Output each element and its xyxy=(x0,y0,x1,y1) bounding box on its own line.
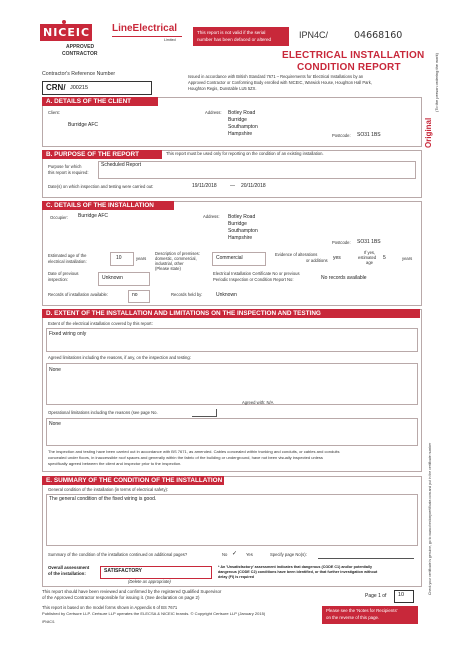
cert-label-1: Electrical Installation Certificate No or previous xyxy=(213,271,300,276)
overall-label-2: of the installation: xyxy=(48,571,86,576)
niceic-logo xyxy=(40,20,96,42)
contractor-ref-label: Contractor's Reference Number xyxy=(42,71,116,77)
agreed-with: Agreed with: N/A xyxy=(242,400,274,405)
approved-label: APPROVED xyxy=(66,44,95,50)
section-a-header xyxy=(42,97,158,106)
report-title-line2: CONDITION REPORT xyxy=(297,62,401,73)
purpose-label-2: this report is required: xyxy=(48,170,89,175)
client-address-line4: Hampshire xyxy=(228,131,253,137)
specify-field[interactable] xyxy=(318,558,414,559)
notes-line2: on the reverse of this page. xyxy=(326,615,380,620)
age-unit: years xyxy=(136,256,147,261)
records-value: no xyxy=(132,292,138,298)
install-postcode-label: Postcode: xyxy=(332,240,351,245)
side-original xyxy=(421,36,443,148)
client-address-label: Address: xyxy=(205,110,222,115)
specify-label: Specify page No(s): xyxy=(270,552,307,557)
prev-label-1: Date of previous xyxy=(48,271,79,276)
ifyes-label-1: If yes, xyxy=(364,250,376,255)
unsat-note-3: delay (FI) is required xyxy=(218,575,255,579)
original-label: Original xyxy=(424,117,433,148)
extent-field[interactable] xyxy=(46,328,418,352)
operational-label: Operational limitations including the reasons (see page No. xyxy=(48,410,158,415)
age-label-2: electrical installation: xyxy=(48,259,87,264)
issued-line2: Approved Contractor or Conforming Body enrolled with NICEIC, Warwick House, Houghton Hall Park, xyxy=(188,80,372,85)
extent-value: Fixed wiring only xyxy=(49,331,87,337)
form-code: IPN4C/ xyxy=(299,30,329,40)
section-c-title: C. DETAILS OF THE INSTALLATION xyxy=(46,202,154,209)
operational-value: None xyxy=(49,421,61,427)
client-value: Burridge AFC xyxy=(68,122,99,128)
section-c-header xyxy=(42,201,174,210)
footer-line1: This report should have been reviewed and confirmed by the registered Qualified Supervisor xyxy=(42,589,222,594)
purpose-note: This report must be used only for reporting on the condition of an existing installation. xyxy=(166,151,324,156)
agreed-label: Agreed limitations including the reasons, if any, on the inspection and testing: xyxy=(48,355,191,360)
no-check[interactable]: ✓ xyxy=(232,551,238,557)
ifyes-label-3: age xyxy=(366,260,373,265)
operational-field[interactable] xyxy=(46,418,418,446)
side-check-note xyxy=(426,410,442,595)
check-note: Check your certificate is genuine, go to www.checkmycertificate.com and put in the certificate number xyxy=(428,442,432,595)
extent-label: Extent of the electrical installation covered by this report: xyxy=(48,321,153,326)
ifyes-label-2: estimated xyxy=(358,255,377,260)
premises-label-3: industrial, other xyxy=(155,261,184,266)
cert-value: No records available xyxy=(321,275,367,281)
client-label: Client: xyxy=(48,110,60,115)
premises-label-2: domestic, commercial, xyxy=(155,256,197,261)
original-note: (To the person ordering the work) xyxy=(434,53,439,112)
serial-notice-line2: number has been defaced or altered xyxy=(197,37,272,42)
date-separator: — xyxy=(230,183,235,189)
operational-page-box[interactable] xyxy=(192,409,217,417)
age-value: 10 xyxy=(116,255,122,261)
company-logo xyxy=(112,24,184,46)
delete-note: (Delete as appropriate) xyxy=(128,579,171,584)
agreed-field[interactable] xyxy=(46,363,418,405)
crn-label: CRN/ xyxy=(46,83,66,92)
footer-line4: Published by Certsure LLP. Certsure LLP operates the ELECSA & NICEIC brands. © Copyright Certsure LLP (January 2015) xyxy=(42,611,266,616)
niceic-logo-text: NICEIC xyxy=(43,26,91,39)
contractor-label: CONTRACTOR xyxy=(62,51,98,57)
client-address-line3: Southampton xyxy=(228,124,258,130)
client-postcode-label: Postcode: xyxy=(332,133,351,138)
install-postcode-value: SO31 1BS xyxy=(357,239,381,245)
general-label: General condition of the installation (in terms of electrical safety): xyxy=(48,487,169,492)
install-address-line1: Botley Road xyxy=(228,214,256,220)
prev-value: Unknown xyxy=(102,275,123,281)
notes-box xyxy=(322,606,418,624)
section-b-header xyxy=(42,150,162,159)
unsat-note-1: * An 'Unsatisfactory' assessment indicates that dangerous (CODE C1) and/or potentially xyxy=(218,565,373,569)
overall-label-1: Overall assessment xyxy=(48,565,90,570)
age-label-1: Estimated age of the xyxy=(48,253,87,258)
footer-code: IPN4C/1 xyxy=(42,620,55,624)
section-a-title: A. DETAILS OF THE CLIENT xyxy=(46,98,132,105)
notes-line1: Please see the 'Notes for Recipients' xyxy=(326,608,398,613)
no-label: No xyxy=(222,552,228,557)
yes-label: Yes xyxy=(246,552,253,557)
agreed-value: None xyxy=(49,367,61,373)
page-label: Page 1 of xyxy=(365,593,387,599)
company-suffix: Limited xyxy=(164,38,176,42)
body-line1: The inspection and testing have been carried out in accordance with BS 7671, as amended. Cables concealed within trunking and conduits, or cables and conduits xyxy=(48,449,340,454)
dates-label: Date(s) on which inspection and testing were carried out: xyxy=(48,184,154,189)
ifyes-unit: years xyxy=(402,256,413,261)
body-line3: specifically agreed between the client and inspector prior to the inspection. xyxy=(48,461,182,466)
cert-label-2: Periodic Inspection or Condition Report No: xyxy=(213,277,294,282)
serial-notice-box xyxy=(193,27,289,46)
footer-line2: of the Approved Contractor responsible for issuing it. (See declaration on page 2) xyxy=(42,595,200,600)
install-address-line3: Southampton xyxy=(228,228,258,234)
ifyes-value: 5 xyxy=(383,255,386,261)
report-title-line1: ELECTRICAL INSTALLATION xyxy=(282,50,425,61)
premises-label-4: (Please state) xyxy=(155,266,181,271)
install-address-line2: Burridge xyxy=(228,221,247,227)
occupier-value: Burridge AFC xyxy=(78,213,109,219)
page-total: 10 xyxy=(398,592,405,598)
client-postcode-value: SO31 1BS xyxy=(357,132,381,138)
purpose-label-1: Purpose for which xyxy=(48,164,82,169)
purpose-value: Scheduled Report xyxy=(101,162,142,168)
unsat-note-2: dangerous (CODE C2) conditions have been identified, or that further investigation without xyxy=(218,570,378,574)
date-to: 20/11/2018 xyxy=(241,183,266,189)
serial-number: 04668160 xyxy=(354,30,403,41)
premises-label-1: Description of premises: xyxy=(155,251,200,256)
install-address-label: Address: xyxy=(203,214,220,219)
age-field[interactable] xyxy=(110,252,134,266)
crn-field[interactable] xyxy=(42,81,152,95)
section-e-header xyxy=(42,476,224,485)
crn-value: J00215 xyxy=(70,85,89,91)
date-from: 19/11/2018 xyxy=(192,183,217,189)
company-name: LineElectrical xyxy=(112,23,178,34)
footer-line3: This report is based on the model forms shown in Appendix 6 of BS 7671 xyxy=(42,605,178,610)
evidence-label-1: Evidence of alterations xyxy=(275,252,318,257)
install-address-line4: Hampshire xyxy=(228,235,253,241)
issued-line1: Issued in accordance with British Standard 7671 – Requirements for Electrical Installations by an xyxy=(188,74,364,79)
section-d-title: D. EXTENT OF THE INSTALLATION AND LIMITATIONS ON THE INSPECTION AND TESTING xyxy=(46,310,321,317)
premises-value: Commercial xyxy=(216,255,243,261)
purpose-field[interactable] xyxy=(98,161,416,179)
body-line2: concealed under floors, in inaccessible roof spaces and generally within the fabric of the building or underground, have not been visually inspected unless xyxy=(48,455,323,460)
continued-label: Summary of the condition of the installation continued on additional pages? xyxy=(48,552,188,557)
serial-notice-line1: This report is not valid if the serial xyxy=(197,30,266,35)
section-b-title: B. PURPOSE OF THE REPORT xyxy=(46,151,140,158)
occupier-label: Occupier: xyxy=(50,215,68,220)
overall-value: SATISFACTORY xyxy=(104,568,142,574)
general-value: The general condition of the fixed wiring is good. xyxy=(49,496,157,502)
prev-label-2: inspection: xyxy=(48,277,69,282)
held-label: Records held by: xyxy=(171,292,203,297)
records-label: Records of installation available: xyxy=(48,292,109,297)
section-d-header xyxy=(42,309,420,318)
evidence-value: yes xyxy=(333,255,341,261)
held-value: Unknown xyxy=(216,292,237,298)
client-address-line2: Burridge xyxy=(228,117,247,123)
issued-line3: Houghton Regis, Dunstable LU5 5ZX. xyxy=(188,86,257,91)
evidence-label-2: or additions xyxy=(306,258,328,263)
client-address-line1: Botley Road xyxy=(228,110,256,116)
section-e-title: E. SUMMARY OF THE CONDITION OF THE INSTALLATION xyxy=(46,477,223,484)
